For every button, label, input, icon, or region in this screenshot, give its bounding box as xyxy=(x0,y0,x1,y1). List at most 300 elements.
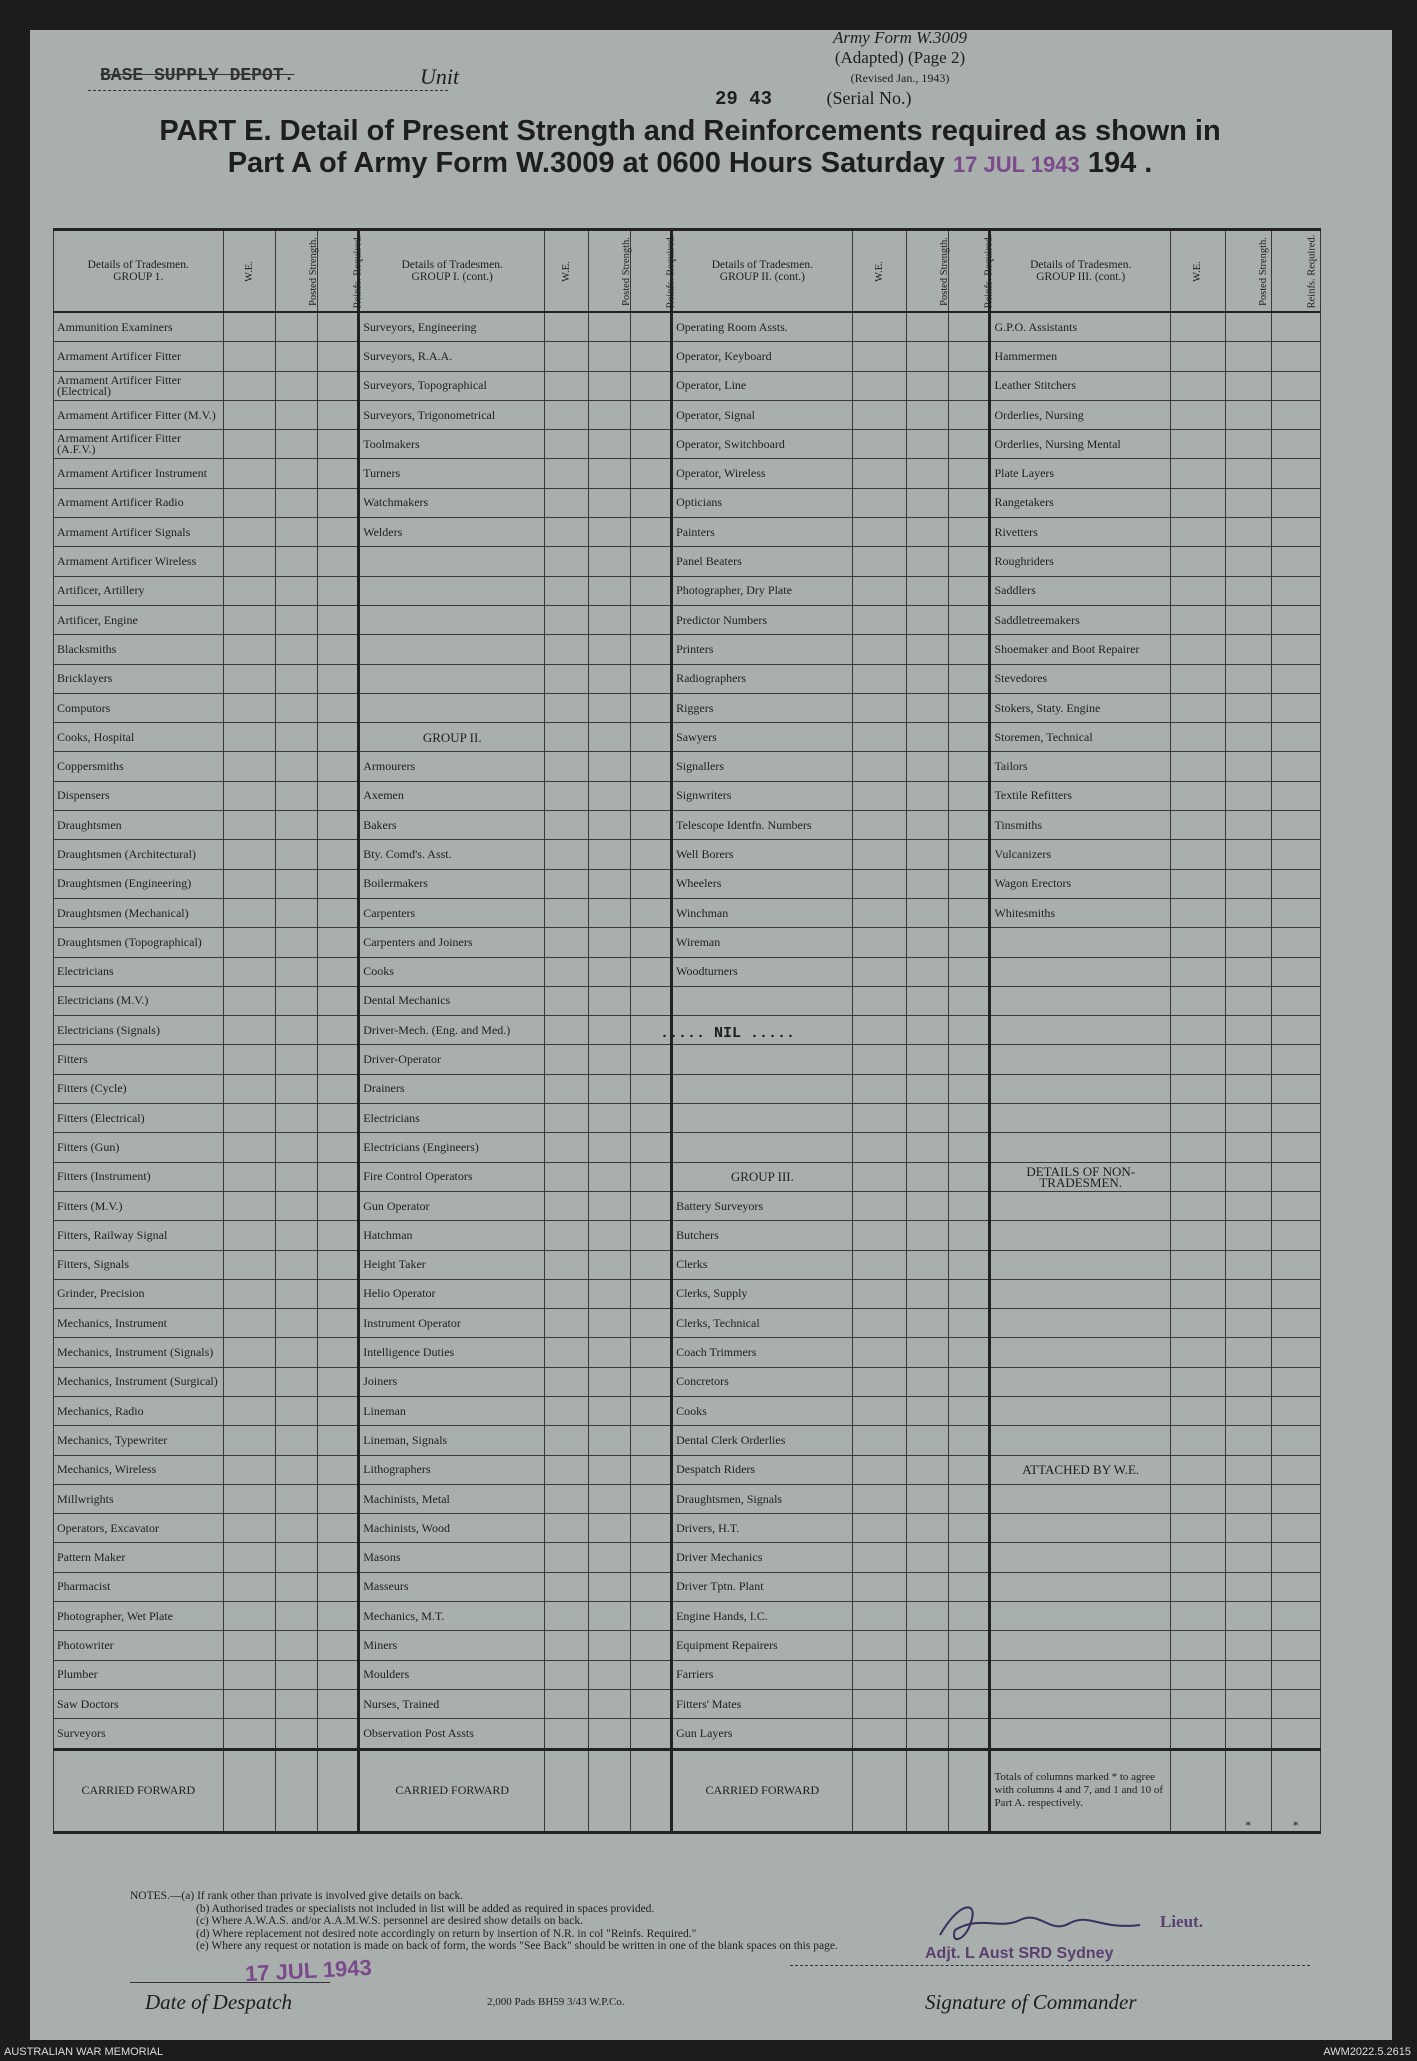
reinfs-required-cell[interactable] xyxy=(1271,1689,1320,1718)
posted-strength-cell[interactable] xyxy=(588,986,630,1015)
reinfs-required-cell[interactable] xyxy=(630,1484,672,1513)
reinfs-required-cell[interactable] xyxy=(317,1689,359,1718)
we-cell[interactable] xyxy=(852,1572,907,1601)
posted-strength-cell[interactable] xyxy=(907,986,949,1015)
reinfs-required-cell[interactable] xyxy=(948,723,990,752)
posted-strength-cell[interactable] xyxy=(1225,928,1271,957)
posted-strength-cell[interactable] xyxy=(588,459,630,488)
we-cell[interactable] xyxy=(1170,1045,1225,1074)
posted-strength-cell[interactable] xyxy=(588,1484,630,1513)
reinfs-required-cell[interactable] xyxy=(317,869,359,898)
posted-strength-cell[interactable] xyxy=(588,1133,630,1162)
posted-strength-cell[interactable] xyxy=(1225,635,1271,664)
we-cell[interactable] xyxy=(1170,547,1225,576)
we-cell[interactable] xyxy=(223,1514,276,1543)
reinfs-required-cell[interactable] xyxy=(1271,547,1320,576)
we-cell[interactable] xyxy=(223,664,276,693)
reinfs-required-cell[interactable] xyxy=(317,1426,359,1455)
posted-strength-cell[interactable] xyxy=(1225,811,1271,840)
posted-strength-cell[interactable] xyxy=(907,1016,949,1045)
reinfs-required-cell[interactable] xyxy=(630,1191,672,1220)
reinfs-required-cell[interactable] xyxy=(630,576,672,605)
we-cell[interactable] xyxy=(852,342,907,371)
posted-strength-cell[interactable] xyxy=(588,1602,630,1631)
reinfs-required-cell[interactable] xyxy=(317,664,359,693)
reinfs-required-cell[interactable] xyxy=(948,869,990,898)
reinfs-required-cell[interactable] xyxy=(948,693,990,722)
reinfs-required-cell[interactable] xyxy=(317,1104,359,1133)
posted-strength-cell[interactable] xyxy=(276,576,318,605)
we-cell[interactable] xyxy=(545,664,589,693)
reinfs-required-cell[interactable] xyxy=(1271,1133,1320,1162)
we-cell[interactable] xyxy=(1170,811,1225,840)
posted-strength-cell[interactable] xyxy=(1225,1104,1271,1133)
we-cell[interactable] xyxy=(1170,1104,1225,1133)
posted-strength-cell[interactable] xyxy=(276,664,318,693)
we-cell[interactable] xyxy=(223,1162,276,1191)
we-cell[interactable] xyxy=(852,1719,907,1749)
reinfs-required-cell[interactable] xyxy=(948,400,990,429)
we-cell[interactable] xyxy=(1170,1455,1225,1484)
reinfs-required-cell[interactable] xyxy=(948,1572,990,1601)
posted-strength-cell[interactable] xyxy=(907,1660,949,1689)
we-cell[interactable] xyxy=(1170,664,1225,693)
reinfs-required-cell[interactable] xyxy=(317,1309,359,1338)
we-cell[interactable] xyxy=(1170,1309,1225,1338)
we-cell[interactable] xyxy=(223,488,276,517)
we-cell[interactable] xyxy=(852,576,907,605)
reinfs-required-cell[interactable] xyxy=(317,1514,359,1543)
we-cell[interactable] xyxy=(223,1689,276,1718)
we-cell[interactable] xyxy=(1170,723,1225,752)
posted-strength-cell[interactable] xyxy=(1225,664,1271,693)
we-cell[interactable] xyxy=(223,1660,276,1689)
we-cell[interactable] xyxy=(1170,400,1225,429)
we-cell[interactable] xyxy=(545,1104,589,1133)
reinfs-required-cell[interactable] xyxy=(630,1250,672,1279)
reinfs-required-cell[interactable] xyxy=(1271,752,1320,781)
we-cell[interactable] xyxy=(1170,1660,1225,1689)
we-cell[interactable] xyxy=(223,957,276,986)
posted-strength-cell[interactable] xyxy=(1225,1660,1271,1689)
reinfs-required-cell[interactable] xyxy=(630,811,672,840)
posted-strength-cell[interactable] xyxy=(907,1133,949,1162)
we-cell[interactable] xyxy=(852,1221,907,1250)
we-cell[interactable] xyxy=(852,1104,907,1133)
we-cell[interactable] xyxy=(545,342,589,371)
reinfs-required-cell[interactable] xyxy=(948,1396,990,1425)
reinfs-required-cell[interactable] xyxy=(948,312,990,342)
posted-strength-cell[interactable] xyxy=(1225,1016,1271,1045)
posted-strength-cell[interactable] xyxy=(907,1455,949,1484)
reinfs-required-cell[interactable] xyxy=(630,1221,672,1250)
posted-strength-cell[interactable] xyxy=(276,811,318,840)
posted-strength-cell[interactable] xyxy=(907,342,949,371)
we-cell[interactable] xyxy=(1170,1631,1225,1660)
posted-strength-cell[interactable] xyxy=(1225,1191,1271,1220)
we-cell[interactable] xyxy=(1170,1162,1225,1191)
reinfs-required-cell[interactable] xyxy=(1271,1367,1320,1396)
reinfs-required-cell[interactable] xyxy=(630,1455,672,1484)
reinfs-required-cell[interactable] xyxy=(317,371,359,400)
reinfs-required-cell[interactable] xyxy=(1271,869,1320,898)
we-cell[interactable] xyxy=(223,459,276,488)
we-cell[interactable] xyxy=(545,1367,589,1396)
we-cell[interactable] xyxy=(852,811,907,840)
we-cell[interactable] xyxy=(852,1133,907,1162)
reinfs-required-cell[interactable] xyxy=(1271,928,1320,957)
posted-strength-cell[interactable] xyxy=(276,928,318,957)
posted-strength-cell[interactable] xyxy=(907,1689,949,1718)
reinfs-required-cell[interactable] xyxy=(630,459,672,488)
we-cell[interactable] xyxy=(852,635,907,664)
posted-strength-cell[interactable] xyxy=(588,1250,630,1279)
reinfs-required-cell[interactable] xyxy=(630,312,672,342)
we-cell[interactable] xyxy=(545,1719,589,1749)
we-cell[interactable] xyxy=(545,1660,589,1689)
reinfs-required-cell[interactable] xyxy=(317,1543,359,1572)
reinfs-required-cell[interactable] xyxy=(317,1338,359,1367)
we-cell[interactable] xyxy=(545,723,589,752)
we-cell[interactable] xyxy=(852,1749,907,1832)
reinfs-required-cell[interactable] xyxy=(630,1660,672,1689)
reinfs-required-cell[interactable] xyxy=(630,1104,672,1133)
we-cell[interactable] xyxy=(1170,576,1225,605)
we-cell[interactable] xyxy=(545,547,589,576)
reinfs-required-cell[interactable] xyxy=(948,840,990,869)
reinfs-required-cell[interactable] xyxy=(630,840,672,869)
posted-strength-cell[interactable] xyxy=(276,1074,318,1103)
we-cell[interactable] xyxy=(223,635,276,664)
reinfs-required-cell[interactable] xyxy=(317,1396,359,1425)
posted-strength-cell[interactable] xyxy=(588,547,630,576)
posted-strength-cell[interactable] xyxy=(276,1631,318,1660)
we-cell[interactable] xyxy=(223,869,276,898)
we-cell[interactable] xyxy=(852,1660,907,1689)
posted-strength-cell[interactable] xyxy=(1225,1572,1271,1601)
posted-strength-cell[interactable] xyxy=(588,781,630,810)
we-cell[interactable] xyxy=(852,869,907,898)
we-cell[interactable] xyxy=(545,1221,589,1250)
we-cell[interactable] xyxy=(852,928,907,957)
reinfs-required-cell[interactable] xyxy=(1271,1045,1320,1074)
posted-strength-cell[interactable] xyxy=(907,400,949,429)
reinfs-required-cell[interactable] xyxy=(948,1367,990,1396)
we-cell[interactable] xyxy=(223,1719,276,1749)
reinfs-required-cell[interactable] xyxy=(317,723,359,752)
reinfs-required-cell[interactable] xyxy=(630,752,672,781)
reinfs-required-cell[interactable] xyxy=(948,928,990,957)
we-cell[interactable] xyxy=(1170,957,1225,986)
posted-strength-cell[interactable] xyxy=(588,1162,630,1191)
reinfs-required-cell[interactable] xyxy=(1271,1074,1320,1103)
we-cell[interactable] xyxy=(1170,518,1225,547)
we-cell[interactable] xyxy=(223,547,276,576)
we-cell[interactable] xyxy=(852,488,907,517)
we-cell[interactable] xyxy=(545,430,589,459)
reinfs-required-cell[interactable] xyxy=(1271,1719,1320,1749)
posted-strength-cell[interactable] xyxy=(907,576,949,605)
reinfs-required-cell[interactable] xyxy=(317,605,359,634)
we-cell[interactable] xyxy=(545,840,589,869)
we-cell[interactable] xyxy=(1170,1367,1225,1396)
reinfs-required-cell[interactable] xyxy=(630,1572,672,1601)
we-cell[interactable] xyxy=(852,1631,907,1660)
posted-strength-cell[interactable] xyxy=(276,1514,318,1543)
reinfs-required-cell[interactable] xyxy=(948,1689,990,1718)
posted-strength-cell[interactable] xyxy=(276,1279,318,1308)
we-cell[interactable] xyxy=(223,986,276,1015)
reinfs-required-cell[interactable] xyxy=(948,547,990,576)
we-cell[interactable] xyxy=(223,1455,276,1484)
posted-strength-cell[interactable] xyxy=(907,430,949,459)
posted-strength-cell[interactable] xyxy=(276,1191,318,1220)
we-cell[interactable] xyxy=(223,898,276,927)
posted-strength-cell[interactable] xyxy=(907,1104,949,1133)
we-cell[interactable] xyxy=(223,400,276,429)
we-cell[interactable] xyxy=(852,898,907,927)
we-cell[interactable] xyxy=(545,1162,589,1191)
posted-strength-cell[interactable] xyxy=(588,1514,630,1543)
we-cell[interactable] xyxy=(1170,1719,1225,1749)
posted-strength-cell[interactable] xyxy=(1225,1455,1271,1484)
reinfs-required-cell[interactable] xyxy=(1271,1104,1320,1133)
reinfs-required-cell[interactable] xyxy=(1271,1279,1320,1308)
posted-strength-cell[interactable] xyxy=(276,752,318,781)
posted-strength-cell[interactable] xyxy=(907,1309,949,1338)
posted-strength-cell[interactable] xyxy=(276,957,318,986)
posted-strength-cell[interactable] xyxy=(588,312,630,342)
reinfs-required-cell[interactable] xyxy=(948,1133,990,1162)
we-cell[interactable] xyxy=(545,576,589,605)
posted-strength-cell[interactable] xyxy=(1225,1162,1271,1191)
we-cell[interactable] xyxy=(223,371,276,400)
we-cell[interactable] xyxy=(223,605,276,634)
we-cell[interactable] xyxy=(852,1367,907,1396)
we-cell[interactable] xyxy=(1170,371,1225,400)
we-cell[interactable] xyxy=(545,928,589,957)
posted-strength-cell[interactable] xyxy=(276,1455,318,1484)
posted-strength-cell[interactable] xyxy=(907,1250,949,1279)
posted-strength-cell[interactable] xyxy=(588,1074,630,1103)
reinfs-required-cell[interactable] xyxy=(948,1104,990,1133)
reinfs-required-cell[interactable] xyxy=(948,1602,990,1631)
we-cell[interactable] xyxy=(545,1016,589,1045)
we-cell[interactable] xyxy=(1170,1250,1225,1279)
reinfs-required-cell[interactable] xyxy=(948,635,990,664)
reinfs-required-cell[interactable] xyxy=(317,518,359,547)
reinfs-required-cell[interactable] xyxy=(630,1338,672,1367)
posted-strength-cell[interactable] xyxy=(588,605,630,634)
posted-strength-cell[interactable] xyxy=(276,547,318,576)
reinfs-required-cell[interactable] xyxy=(948,1074,990,1103)
we-cell[interactable] xyxy=(223,1749,276,1832)
posted-strength-cell[interactable] xyxy=(588,869,630,898)
we-cell[interactable] xyxy=(545,1074,589,1103)
posted-strength-cell[interactable] xyxy=(1225,1396,1271,1425)
posted-strength-cell[interactable] xyxy=(588,1749,630,1832)
posted-strength-cell[interactable] xyxy=(588,1455,630,1484)
posted-strength-cell[interactable] xyxy=(907,1719,949,1749)
reinfs-required-cell[interactable] xyxy=(1271,664,1320,693)
we-cell[interactable] xyxy=(1170,459,1225,488)
we-cell[interactable] xyxy=(1170,1133,1225,1162)
reinfs-required-cell[interactable] xyxy=(630,1631,672,1660)
we-cell[interactable] xyxy=(852,1514,907,1543)
posted-strength-cell[interactable] xyxy=(907,518,949,547)
reinfs-required-cell[interactable] xyxy=(317,1367,359,1396)
posted-strength-cell[interactable] xyxy=(1225,957,1271,986)
reinfs-required-cell[interactable] xyxy=(630,1074,672,1103)
we-cell[interactable] xyxy=(545,635,589,664)
we-cell[interactable] xyxy=(223,752,276,781)
posted-strength-cell[interactable] xyxy=(907,635,949,664)
posted-strength-cell[interactable] xyxy=(276,635,318,664)
posted-strength-cell[interactable] xyxy=(588,752,630,781)
we-cell[interactable] xyxy=(852,1045,907,1074)
reinfs-required-cell[interactable] xyxy=(630,1689,672,1718)
posted-strength-cell[interactable] xyxy=(1225,1133,1271,1162)
posted-strength-cell[interactable] xyxy=(588,1221,630,1250)
posted-strength-cell[interactable] xyxy=(907,869,949,898)
reinfs-required-cell[interactable] xyxy=(1271,1484,1320,1513)
reinfs-required-cell[interactable] xyxy=(630,1162,672,1191)
posted-strength-cell[interactable] xyxy=(588,342,630,371)
reinfs-required-cell[interactable] xyxy=(317,1133,359,1162)
we-cell[interactable] xyxy=(852,518,907,547)
we-cell[interactable] xyxy=(1170,605,1225,634)
we-cell[interactable] xyxy=(223,1221,276,1250)
we-cell[interactable] xyxy=(545,1572,589,1601)
posted-strength-cell[interactable] xyxy=(1225,1543,1271,1572)
reinfs-required-cell[interactable] xyxy=(630,1133,672,1162)
we-cell[interactable] xyxy=(1170,1016,1225,1045)
posted-strength-cell[interactable] xyxy=(588,371,630,400)
reinfs-required-cell[interactable] xyxy=(317,840,359,869)
reinfs-required-cell[interactable] xyxy=(317,1719,359,1749)
posted-strength-cell[interactable] xyxy=(276,342,318,371)
posted-strength-cell[interactable] xyxy=(276,312,318,342)
we-cell[interactable] xyxy=(1170,1221,1225,1250)
reinfs-required-cell[interactable] xyxy=(1271,518,1320,547)
posted-strength-cell[interactable] xyxy=(588,1719,630,1749)
posted-strength-cell[interactable] xyxy=(276,1162,318,1191)
posted-strength-cell[interactable] xyxy=(1225,342,1271,371)
reinfs-required-cell[interactable] xyxy=(1271,400,1320,429)
posted-strength-cell[interactable] xyxy=(1225,840,1271,869)
reinfs-required-cell[interactable] xyxy=(317,1250,359,1279)
reinfs-required-cell[interactable] xyxy=(630,1543,672,1572)
reinfs-required-cell[interactable] xyxy=(948,1221,990,1250)
reinfs-required-cell[interactable] xyxy=(948,1309,990,1338)
we-cell[interactable] xyxy=(852,840,907,869)
reinfs-required-cell[interactable] xyxy=(1271,957,1320,986)
we-cell[interactable] xyxy=(852,957,907,986)
we-cell[interactable] xyxy=(545,957,589,986)
posted-strength-cell[interactable] xyxy=(1225,869,1271,898)
we-cell[interactable] xyxy=(1170,488,1225,517)
reinfs-required-cell[interactable] xyxy=(630,928,672,957)
reinfs-required-cell[interactable] xyxy=(948,1484,990,1513)
reinfs-required-cell[interactable] xyxy=(1271,1396,1320,1425)
we-cell[interactable] xyxy=(1170,693,1225,722)
reinfs-required-cell[interactable] xyxy=(317,1602,359,1631)
reinfs-required-cell[interactable] xyxy=(1271,1426,1320,1455)
reinfs-required-cell[interactable] xyxy=(317,1279,359,1308)
reinfs-required-cell[interactable] xyxy=(317,576,359,605)
we-cell[interactable] xyxy=(545,1396,589,1425)
we-cell[interactable] xyxy=(545,400,589,429)
we-cell[interactable] xyxy=(545,1514,589,1543)
reinfs-required-cell[interactable] xyxy=(317,547,359,576)
we-cell[interactable] xyxy=(852,312,907,342)
reinfs-required-cell[interactable] xyxy=(630,869,672,898)
we-cell[interactable] xyxy=(223,430,276,459)
we-cell[interactable] xyxy=(223,1572,276,1601)
reinfs-required-cell[interactable] xyxy=(1271,430,1320,459)
reinfs-required-cell[interactable] xyxy=(317,781,359,810)
reinfs-required-cell[interactable] xyxy=(317,1572,359,1601)
we-cell[interactable] xyxy=(852,1309,907,1338)
posted-strength-cell[interactable] xyxy=(907,1602,949,1631)
posted-strength-cell[interactable] xyxy=(276,371,318,400)
we-cell[interactable] xyxy=(1170,781,1225,810)
we-cell[interactable] xyxy=(545,752,589,781)
we-cell[interactable] xyxy=(852,1162,907,1191)
posted-strength-cell[interactable] xyxy=(588,898,630,927)
reinfs-required-cell[interactable] xyxy=(948,752,990,781)
reinfs-required-cell[interactable] xyxy=(630,898,672,927)
we-cell[interactable] xyxy=(223,1250,276,1279)
we-cell[interactable] xyxy=(223,1396,276,1425)
posted-strength-cell[interactable] xyxy=(1225,1074,1271,1103)
reinfs-required-cell[interactable] xyxy=(1271,1543,1320,1572)
reinfs-required-cell[interactable] xyxy=(317,1016,359,1045)
posted-strength-cell[interactable] xyxy=(1225,371,1271,400)
we-cell[interactable] xyxy=(223,723,276,752)
reinfs-required-cell[interactable] xyxy=(948,1514,990,1543)
we-cell[interactable] xyxy=(852,1426,907,1455)
we-cell[interactable] xyxy=(852,547,907,576)
reinfs-required-cell[interactable] xyxy=(948,1279,990,1308)
posted-strength-cell[interactable] xyxy=(276,430,318,459)
we-cell[interactable] xyxy=(223,518,276,547)
reinfs-required-cell[interactable] xyxy=(317,693,359,722)
we-cell[interactable] xyxy=(545,1749,589,1832)
posted-strength-cell[interactable] xyxy=(588,1543,630,1572)
we-cell[interactable] xyxy=(545,1250,589,1279)
we-cell[interactable] xyxy=(1170,342,1225,371)
reinfs-required-cell[interactable] xyxy=(948,488,990,517)
posted-strength-cell[interactable] xyxy=(588,1631,630,1660)
we-cell[interactable] xyxy=(545,781,589,810)
posted-strength-cell[interactable] xyxy=(1225,518,1271,547)
reinfs-required-cell[interactable] xyxy=(1271,986,1320,1015)
posted-strength-cell[interactable] xyxy=(1225,1367,1271,1396)
reinfs-required-cell[interactable] xyxy=(1271,1191,1320,1220)
posted-strength-cell[interactable] xyxy=(907,811,949,840)
reinfs-required-cell[interactable] xyxy=(948,781,990,810)
posted-strength-cell[interactable] xyxy=(907,723,949,752)
posted-strength-cell[interactable] xyxy=(907,957,949,986)
posted-strength-cell[interactable] xyxy=(276,1572,318,1601)
we-cell[interactable] xyxy=(852,400,907,429)
posted-strength-cell[interactable] xyxy=(907,1543,949,1572)
reinfs-required-cell[interactable] xyxy=(317,898,359,927)
posted-strength-cell[interactable] xyxy=(588,1660,630,1689)
we-cell[interactable] xyxy=(1170,1191,1225,1220)
we-cell[interactable] xyxy=(223,1016,276,1045)
